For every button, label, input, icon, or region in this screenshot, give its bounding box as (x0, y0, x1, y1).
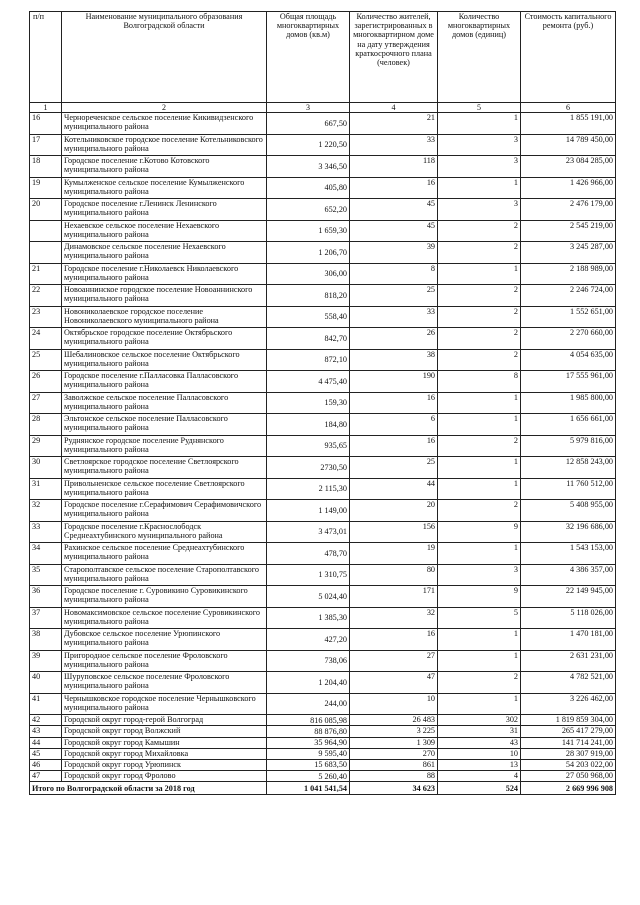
area-value: 652,20 (267, 199, 350, 221)
header-name: Наименование муниципального образования Волгоградской области (62, 12, 267, 103)
cost-value: 1 985 800,00 (521, 392, 616, 414)
houses-value: 1 (438, 629, 521, 651)
area-value: 1 220,50 (267, 134, 350, 156)
row-number: 35 (30, 564, 62, 586)
municipality-name: Котельниковское городское поселение Котельниковского муниципального района (62, 134, 267, 156)
row-number: 42 (30, 715, 62, 726)
cost-value: 27 050 968,00 (521, 771, 616, 782)
table-row (30, 371, 616, 393)
row-number: 23 (30, 306, 62, 328)
residents-value: 19 (350, 543, 438, 565)
houses-value: 2 (438, 349, 521, 371)
row-number: 32 (30, 500, 62, 522)
municipality-name: Руднянское городское поселение Руднянского муниципального района (62, 435, 267, 457)
capital-repair-table (29, 11, 616, 795)
cost-value: 1 470 181,00 (521, 629, 616, 651)
municipality-name: Городское поселение г.Палласовка Палласовского муниципального района (62, 371, 267, 393)
residents-value: 861 (350, 759, 438, 770)
houses-value: 2 (438, 220, 521, 242)
houses-value: 5 (438, 607, 521, 629)
houses-value: 31 (438, 726, 521, 737)
municipality-name: Шебалиновское сельское поселение Октябрьского муниципального района (62, 349, 267, 371)
municipality-name: Шуруповское сельское поселение Фроловского муниципального района (62, 672, 267, 694)
houses-value: 1 (438, 263, 521, 285)
residents-value: 171 (350, 586, 438, 608)
area-value: 1 149,00 (267, 500, 350, 522)
table-row (30, 759, 616, 770)
cost-value: 1 855 191,00 (521, 113, 616, 135)
column-number: 3 (267, 103, 350, 113)
municipality-name: Привольненское сельское поселение Светлоярского муниципального района (62, 478, 267, 500)
row-number: 25 (30, 349, 62, 371)
table-row (30, 306, 616, 328)
municipality-name: Рахинское сельское поселение Среднеахтубинского муниципального района (62, 543, 267, 565)
table-row (30, 435, 616, 457)
houses-value: 2 (438, 285, 521, 307)
residents-value: 1 309 (350, 737, 438, 748)
row-number: 24 (30, 328, 62, 350)
residents-value: 26 (350, 328, 438, 350)
residents-value: 45 (350, 220, 438, 242)
residents-value: 80 (350, 564, 438, 586)
area-value: 1 310,75 (267, 564, 350, 586)
table-row (30, 629, 616, 651)
municipality-name: Новоаннинское городское поселение Новоаннинского муниципального района (62, 285, 267, 307)
cost-value: 2 188 989,00 (521, 263, 616, 285)
row-number: 38 (30, 629, 62, 651)
residents-value: 20 (350, 500, 438, 522)
houses-value: 8 (438, 371, 521, 393)
area-value: 405,80 (267, 177, 350, 199)
residents-value: 25 (350, 457, 438, 479)
area-value: 1 385,30 (267, 607, 350, 629)
cost-value: 4 386 357,00 (521, 564, 616, 586)
residents-value: 33 (350, 306, 438, 328)
residents-value: 156 (350, 521, 438, 543)
cost-value: 141 714 241,00 (521, 737, 616, 748)
houses-value: 13 (438, 759, 521, 770)
municipality-name: Городское поселение г.Краснослободск Среднеахтубинского муниципального района (62, 521, 267, 543)
area-value: 1 204,40 (267, 672, 350, 694)
row-number: 34 (30, 543, 62, 565)
area-value: 3 473,01 (267, 521, 350, 543)
municipality-name: Нехаевское сельское поселение Нехаевского муниципального района (62, 220, 267, 242)
houses-value: 1 (438, 177, 521, 199)
row-number: 33 (30, 521, 62, 543)
row-number: 28 (30, 414, 62, 436)
row-number: 16 (30, 113, 62, 135)
area-value: 306,00 (267, 263, 350, 285)
cost-value: 2 545 219,00 (521, 220, 616, 242)
municipality-name: Светлоярское городское поселение Светлоярского муниципального района (62, 457, 267, 479)
area-value: 5 024,40 (267, 586, 350, 608)
residents-value: 10 (350, 693, 438, 715)
residents-value: 16 (350, 392, 438, 414)
row-number: 46 (30, 759, 62, 770)
municipality-name: Чернышковское городское поселение Чернышковского муниципального района (62, 693, 267, 715)
cost-value: 5 408 955,00 (521, 500, 616, 522)
table-row (30, 693, 616, 715)
cost-value: 1 552 651,00 (521, 306, 616, 328)
residents-value: 16 (350, 629, 438, 651)
area-value: 5 260,40 (267, 771, 350, 782)
table-row (30, 737, 616, 748)
municipality-name: Городской округ город Камышин (62, 737, 267, 748)
cost-value: 3 245 287,00 (521, 242, 616, 264)
table-row (30, 392, 616, 414)
row-number: 22 (30, 285, 62, 307)
row-number: 29 (30, 435, 62, 457)
municipality-name: Пригородное сельское поселение Фроловского муниципального района (62, 650, 267, 672)
cost-value: 22 149 945,00 (521, 586, 616, 608)
houses-value: 1 (438, 478, 521, 500)
header-residents: Количество жителей, зарегистрированных в многоквартирном доме на дату утверждения краткосрочного плана (человек) (350, 12, 438, 103)
table-row (30, 134, 616, 156)
cost-value: 3 226 462,00 (521, 693, 616, 715)
cost-value: 265 417 279,00 (521, 726, 616, 737)
residents-value: 44 (350, 478, 438, 500)
houses-value: 3 (438, 156, 521, 178)
row-number: 40 (30, 672, 62, 694)
municipality-name: Городской округ город Фролово (62, 771, 267, 782)
header-area: Общая площадь многоквартирных домов (кв.м) (267, 12, 350, 103)
cost-value: 28 307 919,00 (521, 748, 616, 759)
cost-value: 2 476 179,00 (521, 199, 616, 221)
municipality-name: Городской округ город Волжский (62, 726, 267, 737)
column-number: 1 (30, 103, 62, 113)
residents-value: 118 (350, 156, 438, 178)
houses-value: 2 (438, 672, 521, 694)
houses-value: 302 (438, 715, 521, 726)
area-value: 4 475,40 (267, 371, 350, 393)
area-value: 818,20 (267, 285, 350, 307)
houses-value: 2 (438, 435, 521, 457)
municipality-name: Новомаксимовское сельское поселение Суровикинского муниципального района (62, 607, 267, 629)
row-number: 31 (30, 478, 62, 500)
row-number: 44 (30, 737, 62, 748)
area-value: 427,20 (267, 629, 350, 651)
houses-value: 2 (438, 242, 521, 264)
row-number: 47 (30, 771, 62, 782)
cost-value: 32 196 686,00 (521, 521, 616, 543)
table-row (30, 263, 616, 285)
total-row (30, 782, 616, 795)
houses-value: 1 (438, 414, 521, 436)
cost-value: 2 246 724,00 (521, 285, 616, 307)
header-houses: Количество многоквартирных домов (единиц) (438, 12, 521, 103)
area-value: 816 085,98 (267, 715, 350, 726)
residents-value: 88 (350, 771, 438, 782)
table-row (30, 285, 616, 307)
row-number: 26 (30, 371, 62, 393)
table-row (30, 650, 616, 672)
residents-value: 3 225 (350, 726, 438, 737)
residents-value: 21 (350, 113, 438, 135)
residents-value: 8 (350, 263, 438, 285)
table-row (30, 771, 616, 782)
row-number: 41 (30, 693, 62, 715)
municipality-name: Городское поселение г.Ленинск Ленинского муниципального района (62, 199, 267, 221)
column-number: 6 (521, 103, 616, 113)
area-value: 9 595,40 (267, 748, 350, 759)
area-value: 2730,50 (267, 457, 350, 479)
municipality-name: Городское поселение г.Николаевск Николаевского муниципального района (62, 263, 267, 285)
cost-value: 2 270 660,00 (521, 328, 616, 350)
cost-value: 17 555 961,00 (521, 371, 616, 393)
municipality-name: Заволжское сельское поселение Палласовского муниципального района (62, 392, 267, 414)
area-value: 872,10 (267, 349, 350, 371)
table-row (30, 564, 616, 586)
table-row (30, 672, 616, 694)
residents-value: 16 (350, 435, 438, 457)
area-value: 2 115,30 (267, 478, 350, 500)
table-row (30, 607, 616, 629)
houses-value: 43 (438, 737, 521, 748)
area-value: 15 683,50 (267, 759, 350, 770)
area-value: 935,65 (267, 435, 350, 457)
houses-value: 1 (438, 113, 521, 135)
cost-value: 1 656 661,00 (521, 414, 616, 436)
area-value: 244,00 (267, 693, 350, 715)
row-number: 19 (30, 177, 62, 199)
area-value: 88 876,80 (267, 726, 350, 737)
residents-value: 32 (350, 607, 438, 629)
municipality-name: Октябрьское городское поселение Октябрьского муниципального района (62, 328, 267, 350)
table-row (30, 414, 616, 436)
row-number (30, 242, 62, 264)
header-n: п/п (30, 12, 62, 103)
table-row (30, 586, 616, 608)
houses-value: 1 (438, 392, 521, 414)
total-houses: 524 (438, 782, 521, 795)
houses-value: 3 (438, 199, 521, 221)
houses-value: 1 (438, 650, 521, 672)
houses-value: 2 (438, 306, 521, 328)
area-value: 159,30 (267, 392, 350, 414)
table-row (30, 521, 616, 543)
cost-value: 54 203 022,00 (521, 759, 616, 770)
residents-value: 25 (350, 285, 438, 307)
municipality-name: Дубовское сельское поселение Урюпинского муниципального района (62, 629, 267, 651)
area-value: 558,40 (267, 306, 350, 328)
residents-value: 16 (350, 177, 438, 199)
table-row (30, 715, 616, 726)
row-number: 27 (30, 392, 62, 414)
table-row (30, 177, 616, 199)
row-number: 36 (30, 586, 62, 608)
residents-value: 270 (350, 748, 438, 759)
municipality-name: Новониколаевское городское поселение Новониколаевского муниципального района (62, 306, 267, 328)
table-row (30, 328, 616, 350)
residents-value: 39 (350, 242, 438, 264)
houses-value: 9 (438, 521, 521, 543)
cost-value: 5 979 816,00 (521, 435, 616, 457)
row-number: 18 (30, 156, 62, 178)
row-number: 17 (30, 134, 62, 156)
table-row (30, 242, 616, 264)
header-row (30, 12, 616, 103)
houses-value: 2 (438, 500, 521, 522)
area-value: 1 659,30 (267, 220, 350, 242)
municipality-name: Городской округ город Михайловка (62, 748, 267, 759)
table-row (30, 220, 616, 242)
table-row (30, 543, 616, 565)
area-value: 184,80 (267, 414, 350, 436)
municipality-name: Динамовское сельское поселение Нехаевского муниципального района (62, 242, 267, 264)
total-residents: 34 623 (350, 782, 438, 795)
houses-value: 10 (438, 748, 521, 759)
area-value: 738,06 (267, 650, 350, 672)
table-row (30, 349, 616, 371)
cost-value: 12 858 243,00 (521, 457, 616, 479)
row-number (30, 220, 62, 242)
total-cost: 2 669 996 908 (521, 782, 616, 795)
residents-value: 47 (350, 672, 438, 694)
cost-value: 2 631 231,00 (521, 650, 616, 672)
residents-value: 26 483 (350, 715, 438, 726)
area-value: 667,50 (267, 113, 350, 135)
residents-value: 190 (350, 371, 438, 393)
municipality-name: Городское поселение г.Котово Котовского муниципального района (62, 156, 267, 178)
municipality-name: Городской округ город-герой Волгоград (62, 715, 267, 726)
municipality-name: Городское поселение г.Серафимович Серафимовичского муниципального района (62, 500, 267, 522)
area-value: 1 206,70 (267, 242, 350, 264)
houses-value: 4 (438, 771, 521, 782)
row-number: 45 (30, 748, 62, 759)
row-number: 21 (30, 263, 62, 285)
area-value: 842,70 (267, 328, 350, 350)
cost-value: 1 543 153,00 (521, 543, 616, 565)
table-row (30, 500, 616, 522)
municipality-name: Городской округ город Урюпинск (62, 759, 267, 770)
municipality-name: Городское поселение г. Суровикино Суровикинского муниципального района (62, 586, 267, 608)
municipality-name: Эльтонское сельское поселение Палласовского муниципального района (62, 414, 267, 436)
total-area: 1 041 541,54 (267, 782, 350, 795)
row-number: 39 (30, 650, 62, 672)
area-value: 35 964,90 (267, 737, 350, 748)
table-row (30, 156, 616, 178)
cost-value: 1 819 859 304,00 (521, 715, 616, 726)
cost-value: 4 054 635,00 (521, 349, 616, 371)
houses-value: 2 (438, 328, 521, 350)
row-number: 43 (30, 726, 62, 737)
row-number: 20 (30, 199, 62, 221)
houses-value: 1 (438, 543, 521, 565)
cost-value: 11 760 512,00 (521, 478, 616, 500)
cost-value: 4 782 521,00 (521, 672, 616, 694)
houses-value: 3 (438, 134, 521, 156)
table-row (30, 478, 616, 500)
area-value: 478,70 (267, 543, 350, 565)
residents-value: 6 (350, 414, 438, 436)
column-number: 5 (438, 103, 521, 113)
residents-value: 33 (350, 134, 438, 156)
table-row (30, 113, 616, 135)
cost-value: 5 118 026,00 (521, 607, 616, 629)
municipality-name: Чернореченское сельское поселение Кикивидзенского муниципального района (62, 113, 267, 135)
row-number: 37 (30, 607, 62, 629)
houses-value: 1 (438, 693, 521, 715)
table-row (30, 199, 616, 221)
municipality-name: Кумылженское сельское поселение Кумылженского муниципального района (62, 177, 267, 199)
table-row (30, 457, 616, 479)
municipality-name: Старополтавское сельское поселение Старополтавского муниципального района (62, 564, 267, 586)
residents-value: 38 (350, 349, 438, 371)
cost-value: 14 789 450,00 (521, 134, 616, 156)
residents-value: 27 (350, 650, 438, 672)
houses-value: 1 (438, 457, 521, 479)
cost-value: 1 426 966,00 (521, 177, 616, 199)
table-row (30, 726, 616, 737)
houses-value: 9 (438, 586, 521, 608)
area-value: 3 346,50 (267, 156, 350, 178)
header-cost: Стоимость капитального ремонта (руб.) (521, 12, 616, 103)
table-row (30, 748, 616, 759)
cost-value: 23 084 285,00 (521, 156, 616, 178)
houses-value: 3 (438, 564, 521, 586)
total-label: Итого по Волгоградской области за 2018 год (30, 782, 267, 795)
column-number-row (30, 103, 616, 113)
column-number: 4 (350, 103, 438, 113)
row-number: 30 (30, 457, 62, 479)
residents-value: 45 (350, 199, 438, 221)
column-number: 2 (62, 103, 267, 113)
